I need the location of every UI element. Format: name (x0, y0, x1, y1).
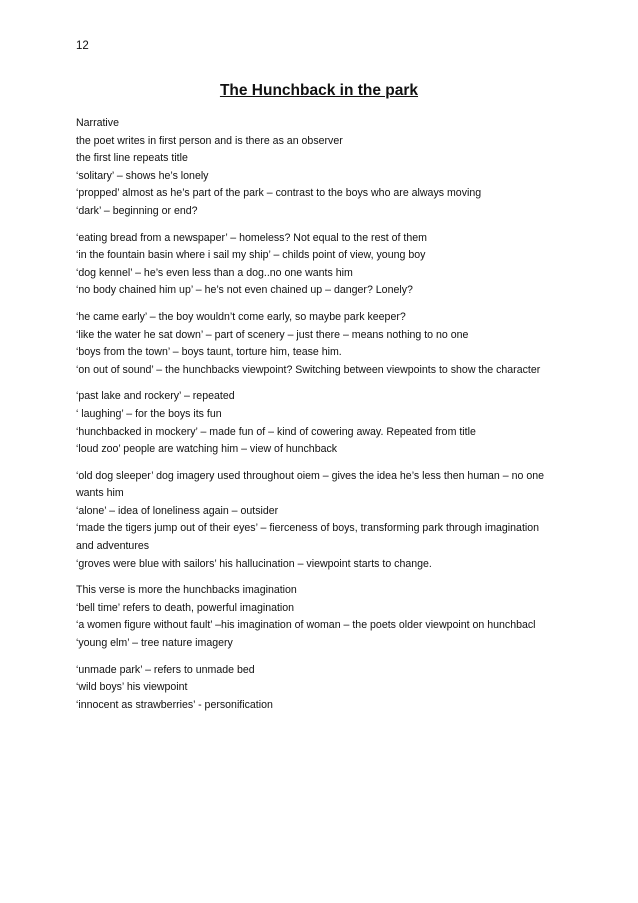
paragraph (76, 309, 576, 379)
text-line: ‘alone’ – idea of loneliness again – outsider (76, 504, 279, 517)
text-line: ‘wild boys’ his viewpoint (76, 681, 188, 694)
paragraph (76, 115, 576, 221)
text-line: ‘hunchbacked in mockery’ – made fun of – kind of cowering away. Repeated from title (76, 425, 476, 438)
text-line: ‘propped’ almost as he’s part of the park – contrast to the boys who are always moving (76, 187, 482, 200)
text-line: ‘young elm’ – tree nature imagery (76, 637, 233, 650)
text-line: and adventures (76, 540, 150, 553)
page-number: 12 (76, 40, 89, 52)
text-line: ‘no body chained him up’ – he’s not even chained up – danger? Lonely? (76, 284, 413, 297)
page-title: The Hunchback in the park (219, 82, 419, 99)
text-line: the poet writes in first person and is there as an observer (76, 134, 343, 147)
text-line: ‘he came early’ – the boy wouldn’t come early, so maybe park keeper? (76, 310, 406, 323)
text-line: ‘eating bread from a newspaper’ – homeless? Not equal to the rest of them (76, 231, 427, 244)
text-line: ‘made the tigers jump out of their eyes’ – fierceness of boys, transforming park through imagination (76, 522, 540, 535)
paragraph (76, 582, 576, 652)
text-line: ‘ laughing’ – for the boys its fun (76, 407, 222, 420)
text-line: ‘past lake and rockery’ – repeated (76, 390, 235, 403)
text-line: ‘unmade park’ – refers to unmade bed (76, 663, 255, 676)
text-line: ‘in the fountain basin where i sail my ship’ – childs point of view, young boy (76, 249, 426, 262)
text-line: ‘loud zoo’ people are watching him – view of hunchback (76, 443, 338, 456)
document-body (76, 115, 576, 723)
text-line: ‘groves were blue with sailors’ his hallucination – viewpoint starts to change. (76, 557, 432, 570)
text-line: ‘boys from the town’ – boys taunt, torture him, tease him. (76, 346, 342, 359)
paragraph (76, 662, 576, 715)
paragraph (76, 468, 576, 574)
text-line: ‘dark’ – beginning or end? (76, 204, 198, 217)
text-line: ‘dog kennel’ – he’s even less than a dog..no one wants him (76, 266, 353, 279)
text-line: ‘old dog sleeper’ dog imagery used throughout oiem – gives the idea he’s less then human – no one (76, 469, 545, 482)
text-line: ‘bell time’ refers to death, powerful imagination (76, 601, 295, 614)
text-line: This verse is more the hunchbacks imagination (76, 584, 297, 597)
text-line: wants him (76, 487, 124, 500)
text-line: Narrative (76, 117, 119, 129)
text-line: the first line repeats title (76, 152, 188, 165)
paragraph (76, 230, 576, 300)
text-line: ‘solitary’ – shows he’s lonely (76, 169, 209, 182)
text-line: ‘a women figure without fault’ –his imagination of woman – the poets older viewpoint on hunchbacl (76, 619, 536, 632)
text-line: ‘innocent as strawberries’ - personification (76, 698, 273, 711)
paragraph (76, 388, 576, 458)
text-line: ‘on out of sound’ – the hunchbacks viewpoint? Switching between viewpoints to show the character (76, 363, 541, 376)
text-line: ‘like the water he sat down’ – part of scenery – just there – means nothing to no one (76, 328, 469, 341)
